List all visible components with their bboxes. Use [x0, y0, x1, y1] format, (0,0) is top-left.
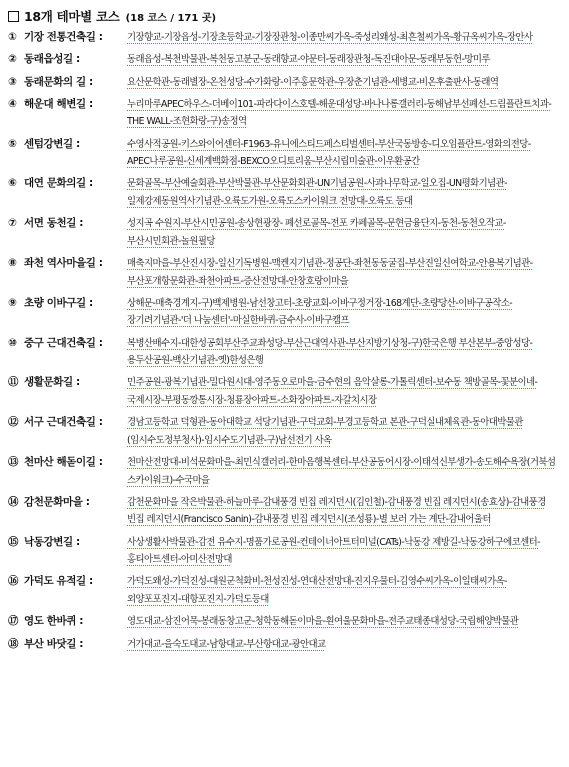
course-route: 거가대교-을숙도대교-남항대교-부산항대교-광안대교	[127, 638, 326, 650]
course-name: 영도 한바퀴 :	[24, 615, 84, 628]
course-name: 부산 바닷길 :	[24, 637, 84, 650]
course-route: 동래읍성-복천박물관-복천동고분군-동래향교-야문터-동래장관청-독진대아문-동래부동헌-망미루	[127, 54, 490, 66]
document-header	[8, 7, 561, 27]
course-name: 천마산 해돋이길 :	[24, 456, 103, 469]
course-item	[8, 454, 561, 489]
course-name: 대연 문화의길 :	[24, 177, 93, 190]
course-number: ⑦	[8, 217, 17, 230]
course-number: ⑭	[8, 495, 19, 508]
course-name: 기장 전통건축길 :	[24, 31, 103, 43]
course-name: 중구 근대건축길 :	[24, 336, 103, 349]
checkbox-icon	[8, 11, 19, 22]
course-name: 서구 근대건축길 :	[24, 416, 103, 429]
course-item	[8, 255, 561, 290]
course-name: 생활문화길 :	[24, 376, 80, 389]
course-count: (18 코스 / 171 곳)	[125, 13, 217, 24]
course-route: 누리마루APEC하우스-더베이101-파라다이스호텔-해운대성당-바나나롱갤러리-동해남부선폐선-드림플란트치과-THE WALL-조현화랑-구)송정역	[127, 98, 552, 128]
course-item	[8, 74, 561, 92]
course-route: 성지곡 수원지-부산시민공원-송상현광장- 폐선로골목-전포 카페골목-문현금융단지-동천-동천오작교-부산시민회관-놀원필당	[127, 218, 506, 247]
course-name: 동래문화의 길 :	[24, 75, 93, 88]
course-item	[8, 136, 561, 171]
course-name: 낙동강변길 :	[24, 535, 80, 548]
course-item	[8, 573, 561, 608]
document-title: 18개 테마별 코스	[24, 9, 120, 24]
course-item	[8, 29, 561, 47]
course-number: ⑬	[8, 456, 19, 469]
course-item	[8, 636, 561, 654]
course-route: 문화골목-부산예술회관-부산박물관-부산문화회관-UN기념공원-사과나무학교-일오집-UN평화기념관-일제강제동원역사기념관-오륙도가원-오륙도스카이워크 전망대-오륙도 등대	[127, 178, 507, 207]
course-item	[8, 96, 561, 131]
course-list	[8, 29, 561, 653]
course-item	[8, 335, 561, 370]
course-name: 해운대 해변길 :	[24, 97, 93, 110]
course-number: ⑫	[8, 416, 19, 429]
course-item	[8, 414, 561, 449]
course-number: ⑤	[8, 137, 17, 150]
course-route: 감천문화마을 작은박물관-하늘마루-감내풍경 빈집 레지던시(김인철)-감내풍경 빈집 레지던시(송효상)-감내풍경 빈집 레지던시(Francisco Sanin)-감내풍경 빈집 레지던시(조성룡)-별 보러 가는 계단-감내어울터	[127, 496, 546, 526]
course-route: 요산문학관-동래별장-온천성당-수가화랑-이주홍문학관-우장춘기념관-세병교-비온후출판사-동래역	[127, 76, 499, 88]
course-route: 가덕도왜성-가덕진성-대원군척화비-천성진성-연대산전망대-진지우물터-김영수씨가옥-이일태씨가옥-외양포포진지-대항포진지-가덕도등대	[127, 576, 507, 605]
course-item	[8, 295, 561, 330]
course-route: 기장향교-기장읍성-기장초등학교-기장장관청-이종만씨가옥-죽성리왜성-최흔철씨가옥-황규옥씨가옥-장안사	[127, 32, 533, 43]
course-number: ⑱	[8, 637, 19, 650]
course-route: 매축지마을-부산진시장-일신기독병원-맥켄지기념관-정공단-좌천동동굴집-부산진일신여학교-안용복기념관-부산포개항문화관-좌천아파트-증산전망대-안창호랑이마을	[127, 258, 533, 287]
course-number: ⑰	[8, 615, 19, 628]
course-name: 동래읍성길 :	[24, 53, 80, 66]
course-route: 상해문-매축경계지-구)백제병원-남선창고터-초량교회-이바구정거장-168계단-초량당산-이바구공작소-장기려기념관-'더 나눔센터'-마실한바퀴-금수사-이바구캠프	[127, 297, 513, 327]
course-route: 영도대교-삼진어묵-봉래동창고군-청학동해돋이마을-흰여울문화마을-전주교태종대성당-국립해양박물관	[127, 616, 519, 628]
course-name: 좌천 역사마을길 :	[24, 257, 103, 270]
course-item	[8, 215, 561, 250]
course-number: ⑪	[8, 376, 19, 389]
course-number: ⑥	[8, 177, 17, 190]
course-number: ⑮	[8, 535, 19, 548]
course-route: 사상생활사박물관-감전 유수지-명품가로공원-컨테이너아트터미널(CATs)-낙동강 제방길-낙동강하구에코센터-홍티아트센터-아미산전망대	[127, 536, 540, 566]
course-name: 센텀강변길 :	[24, 137, 80, 150]
course-route: 복병산배수지-대한성공회부산주교좌성당-부산근대역사관-부산지방기상청-구)한국은행 부산본부-중앙성당-용두산공원-백산기념관-옛)한성은행	[127, 337, 533, 367]
course-item	[8, 494, 561, 529]
course-number: ③	[8, 75, 17, 88]
course-item	[8, 613, 561, 631]
course-number: ②	[8, 53, 17, 66]
course-item	[8, 374, 561, 409]
course-name: 서면 동천길 :	[24, 217, 84, 230]
course-number: ④	[8, 97, 17, 110]
course-name: 초량 이바구길 :	[24, 296, 93, 309]
course-item	[8, 175, 561, 210]
course-number: ⑨	[8, 296, 17, 309]
course-item	[8, 534, 561, 569]
course-item	[8, 51, 561, 69]
course-number: ⑯	[8, 575, 19, 588]
course-route: 민주공원-광복기념관-밀다원시대-영주동오로마을-금수현의 음악살롱-가톨릭센터-보수동 책방골목-꽃분이네-국제시장-부평동깡통시장-청룡장아파트-소화장아파트-자갈치시장	[127, 377, 538, 406]
course-number: ⑩	[8, 336, 17, 349]
course-number: ①	[8, 31, 17, 43]
course-number: ⑧	[8, 257, 17, 270]
course-name: 가덕도 유적길 :	[24, 575, 93, 588]
course-route: 수영사적공원-키스와이어센터-F1963-유니에스티드페스티벌센터-부산국동방송-디오임플란트-영화의전당-APEC나루공원-신세계백화점-BEXCO오디토리움-부산시립미술관-이우환공간	[127, 138, 531, 168]
course-name: 감천문화마을 :	[24, 495, 90, 508]
course-route: 경남고등학교 덕형관-동아대학교 석당기념관-구덕교회-부경고등학교 본관-구덕실내체육관-동아대박물관(임시수도정부청사)-임시수도기념관-구)남선전기 사옥	[127, 417, 523, 446]
course-route: 천마산전망대-비석문화마을-최민식갤러리-한마음행복센터-부산공동어시장-이태석신부생가-송도해수욕장(거북섬 스카이워크)-수국마을	[127, 457, 556, 486]
